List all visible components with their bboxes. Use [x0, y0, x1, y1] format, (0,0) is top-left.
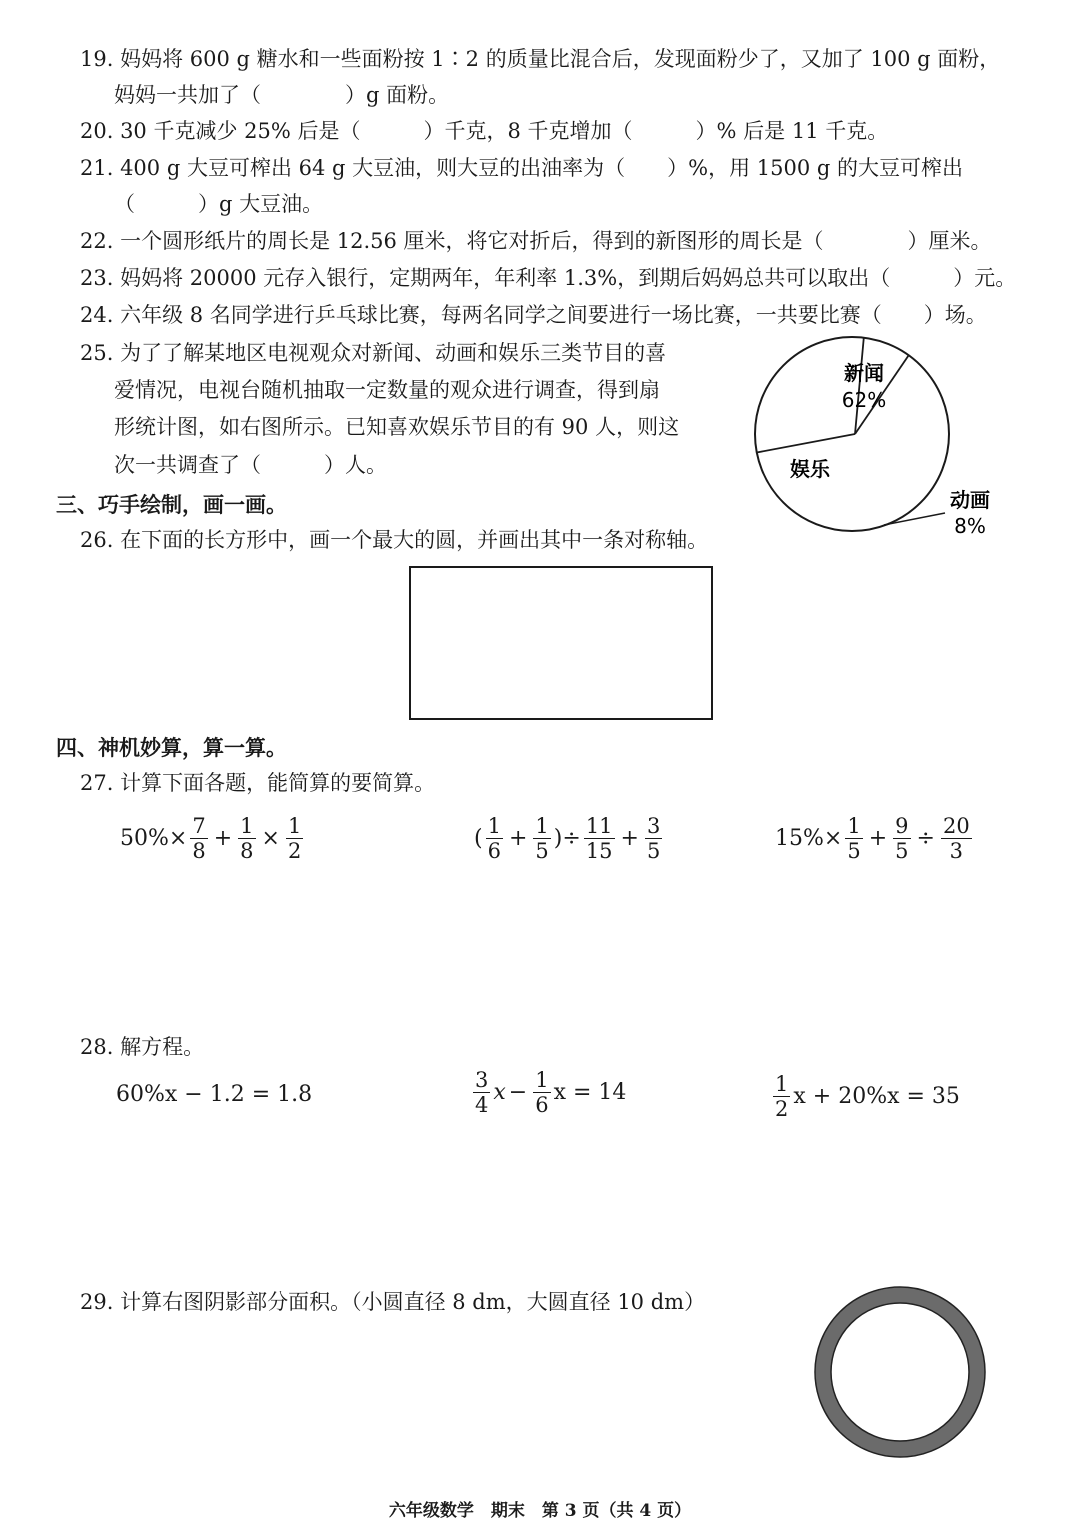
pie-label-animation: 动画	[950, 488, 990, 512]
question-20: 20. 30 千克减少 25% 后是（ ）千克，8 千克增加（ ）% 后是 11 千克。	[80, 119, 889, 143]
page-footer: 六年级数学 期末 第 3 页（共 4 页）	[388, 1501, 692, 1521]
question-25-line2: 爱情况，电视台随机抽取一定数量的观众进行调查，得到扇	[114, 378, 660, 402]
fraction: $\frac{1}{5}$	[847, 814, 861, 863]
equation-2-rest: x = 14	[553, 1080, 627, 1105]
calc-expression-1	[120, 814, 306, 863]
fraction: $\frac{20}{3}$	[942, 814, 970, 863]
drawing-rectangle[interactable]	[409, 566, 713, 720]
question-28: 28. 解方程。	[80, 1035, 205, 1059]
calc3-percent: 15%×	[775, 826, 843, 851]
fraction: $\frac{9}{5}$	[895, 814, 909, 863]
equation-2	[470, 1068, 626, 1117]
pie-pct-animation: 8%	[954, 514, 986, 538]
paren-open: (	[474, 826, 483, 851]
operator: +	[508, 826, 528, 851]
calc-expression-3	[775, 814, 975, 863]
equation-3-rest: x + 20%x = 35	[793, 1084, 960, 1109]
question-25-line1: 25. 为了了解某地区电视观众对新闻、动画和娱乐三类节目的喜	[80, 341, 667, 365]
operator: −	[508, 1080, 528, 1105]
question-23: 23. 妈妈将 20000 元存入银行，定期两年，年利率 1.3%，到期后妈妈总共可以取出（ ）元。	[80, 266, 1017, 290]
operator: ÷	[916, 826, 935, 851]
question-29: 29. 计算右图阴影部分面积。（小圆直径 8 dm，大圆直径 10 dm）	[80, 1290, 706, 1314]
pie-chart	[740, 330, 1070, 560]
fraction: $\frac{1}{8}$	[240, 814, 254, 863]
operator: +	[868, 826, 888, 851]
pie-slice-boundary-entertainment-animation	[855, 338, 864, 434]
calc1-percent: 50%×	[120, 826, 188, 851]
calc-expression-2	[474, 814, 665, 863]
question-21-line1: 21. 400 g 大豆可榨出 64 g 大豆油，则大豆的出油率为（ ）%，用 1500 g 的大豆可榨出	[80, 156, 964, 180]
question-19-line1: 19. 妈妈将 600 g 糖水和一些面粉按 1∶2 的质量比混合后，发现面粉少了，又加了 100 g 面粉，	[80, 47, 1001, 71]
fraction: $\frac{7}{8}$	[192, 814, 206, 863]
equation-1	[116, 1082, 312, 1107]
operator: ×	[261, 826, 280, 851]
pie-pct-news: 62%	[841, 388, 887, 412]
pie-label-news: 新闻	[844, 361, 884, 385]
inner-circle	[831, 1303, 969, 1441]
fraction: $\frac{11}{15}$	[585, 814, 613, 863]
question-25-line3: 形统计图，如右图所示。已知喜欢娱乐节目的有 90 人，则这	[114, 415, 680, 439]
fraction: $\frac{3}{5}$	[646, 814, 661, 863]
equation-1-text: 60%x − 1.2 = 1.8	[116, 1082, 313, 1107]
question-22: 22. 一个圆形纸片的周长是 12.56 厘米，将它对折后，得到的新图形的周长是（ ）厘米。	[80, 229, 992, 253]
question-21-line2: （ ）g 大豆油。	[114, 192, 324, 216]
question-19-line2: 妈妈一共加了（ ）g 面粉。	[114, 83, 450, 107]
fraction: $\frac{1}{5}$	[535, 814, 549, 863]
question-25-line4: 次一共调查了（ ）人。	[114, 453, 387, 477]
fraction: $\frac{1}{2}$	[287, 814, 302, 863]
fraction: $\frac{3}{4}$	[475, 1068, 489, 1117]
fraction: $\frac{1}{2}$	[775, 1072, 789, 1121]
pie-label-entertainment: 娱乐	[790, 457, 830, 481]
question-24: 24. 六年级 8 名同学进行乒乓球比赛，每两名同学之间要进行一场比赛，一共要比赛（ ）场。	[80, 303, 987, 327]
question-27: 27. 计算下面各题，能简算的要简算。	[80, 771, 436, 795]
fraction: $\frac{1}{6}$	[535, 1068, 549, 1117]
animation-leader-line	[884, 513, 945, 525]
ring-figure	[810, 1282, 990, 1462]
section-3-title: 三、巧手绘制，画一画。	[56, 492, 287, 517]
fraction: $\frac{1}{6}$	[487, 814, 501, 863]
question-26: 26. 在下面的长方形中，画一个最大的圆，并画出其中一条对称轴。	[80, 528, 709, 552]
paren-close-divide: )÷	[553, 826, 581, 851]
equation-3	[770, 1072, 960, 1121]
variable-x: x	[493, 1080, 506, 1105]
operator: +	[213, 826, 233, 851]
operator: +	[620, 826, 639, 851]
section-4-title: 四、神机妙算，算一算。	[56, 735, 287, 760]
pie-slice-boundary-news-entertainment	[757, 434, 855, 453]
